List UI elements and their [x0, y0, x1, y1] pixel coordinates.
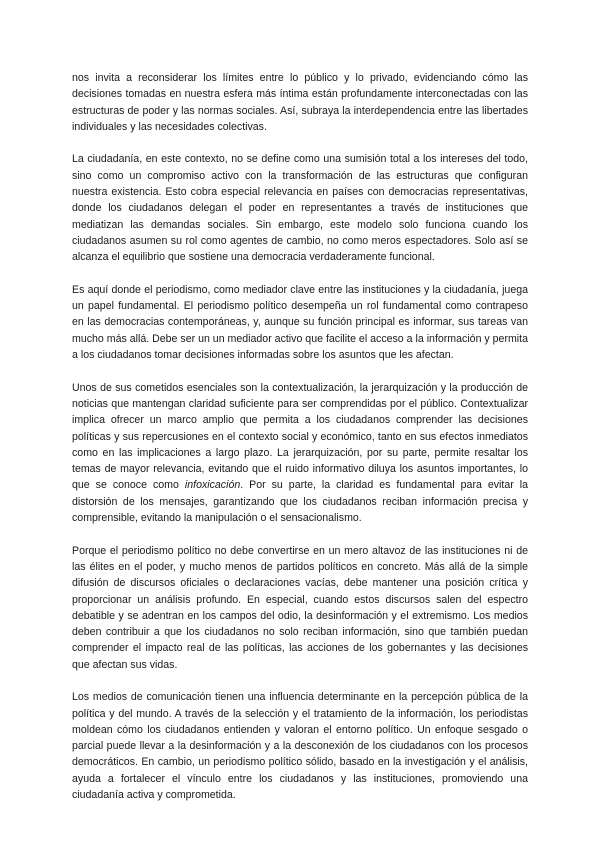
paragraph-2 [72, 151, 528, 265]
paragraph-text: Porque el periodismo político no debe convertirse en un mero altavoz de las instituciones ni de las élites en el poder, y mucho menos de partidos políticos en concreto. Más allá de la simple difusión de discursos oficiales o declaraciones vacías, debe mantener una posición crítica y proporcionar un análisis profundo. En especial, cuando estos discursos salen del espectro debatible y se adentran en los campos del odio, la desinformación y el extremismo. Los medios deben contribuir a que los ciudadanos no solo reciban información, sino que también puedan comprender el impacto real de las políticas, las acciones de los gobernantes y las decisiones que afectan sus vidas. [72, 544, 528, 671]
paragraph-text: nos invita a reconsiderar los límites entre lo público y lo privado, evidenciando cómo las decisiones tomadas en nuestra esfera más íntima están profundamente interconectadas con las estructuras de poder y las normas sociales. Así, subraya la interdependencia entre las libertades individuales y las necesidades colectivas. [72, 72, 528, 133]
paragraph-text: Los medios de comunicación tienen una influencia determinante en la percepción pública de la política y del mundo. A través de la selección y el tratamiento de la información, los periodistas moldean cómo los ciudadanos entienden y valoran el entorno político. Un enfoque sesgado o parcial puede llevar a la desinformación y a la desconexión de los ciudadanos con los procesos democráticos. En cambio, un periodismo político sólido, basado en la investigación y el análisis, ayuda a fortalecer el vínculo entre los ciudadanos y las instituciones, promoviendo una ciudadanía activa y comprometida. [72, 691, 528, 802]
paragraph-6 [72, 689, 528, 803]
document-body [72, 70, 528, 820]
paragraph-text: La ciudadanía, en este contexto, no se define como una sumisión total a los intereses del todo, sino como un compromiso activo con la transformación de las estructuras que configuran nuestra existencia. Esto cobra especial relevancia en países con democracias representativas, donde los ciudadanos delegan el poder en representantes a través de instituciones que mediatizan las demandas sociales. Sin embargo, este modelo solo funciona cuando los ciudadanos asumen su rol como agentes de cambio, no como meros espectadores. Solo así se alcanza el equilibrio que sostiene una democracia verdaderamente funcional. [72, 153, 528, 264]
paragraph-1 [72, 70, 528, 135]
paragraph-5 [72, 543, 528, 673]
paragraph-3 [72, 282, 528, 363]
paragraph-text: . Por su parte, la claridad es fundamental para evitar la distorsión de los mensajes, garantizando que los ciudadanos reciban información precisa y comprensible, evitando la manipulación o el sensacionalismo. [72, 479, 528, 525]
paragraph-text: Unos de sus cometidos esenciales son la contextualización, la jerarquización y la producción de noticias que mantengan claridad suficiente para ser comprendidas por el público. Contextualizar implica ofrecer un marco amplio que permita a los ciudadanos comprender las decisiones políticas y sus repercusiones en el contexto social y económico, tanto en sus efectos inmediatos como en las implicaciones a largo plazo. La jerarquización, por su parte, permite resaltar los temas de mayor relevancia, evitando que el ruido informativo diluya los asuntos importantes, lo que se conoce como [72, 381, 528, 492]
paragraph-4 [72, 380, 528, 527]
italic-term: infoxicación [184, 479, 241, 492]
paragraph-text: Es aquí donde el periodismo, como mediador clave entre las instituciones y la ciudadanía, juega un papel fundamental. El periodismo político desempeña un rol fundamental como contrapeso en las democracias contemporáneas, y, aunque su función principal es informar, sus tareas van mucho más allá. Debe ser un un mediador activo que facilite el acceso a la información y permita a los ciudadanos tomar decisiones informadas sobre los asuntos que les afectan. [72, 283, 528, 362]
